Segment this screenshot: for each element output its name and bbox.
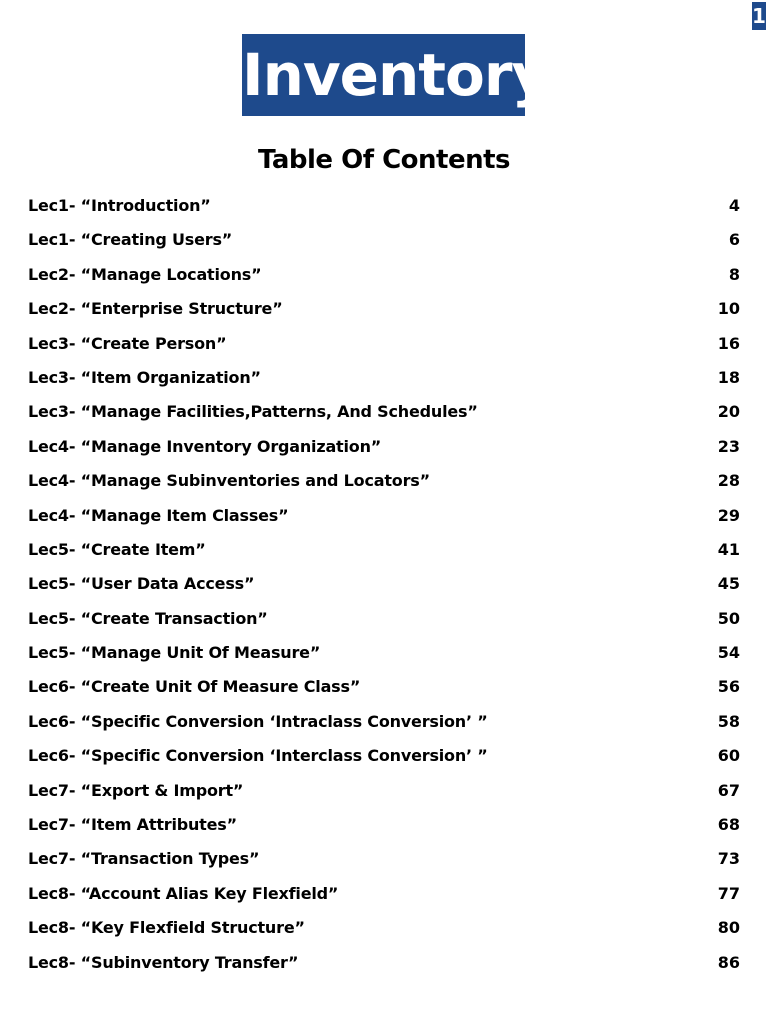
toc-entry-page: 45 [717,574,740,594]
toc-entry[interactable] [28,670,740,704]
toc-entry[interactable] [28,739,740,773]
toc-entry-page: 8 [728,264,740,284]
toc-entry[interactable] [28,842,740,876]
toc-entry-title: Lec4- “Manage Item Classes” [28,505,289,525]
toc-entry-title: Lec8- “Key Flexfield Structure” [28,918,305,938]
toc-entry-title: Lec5- “User Data Access” [28,574,255,594]
toc-entry-title: Lec4- “Manage Subinventories and Locators” [28,471,430,491]
toc-entry[interactable] [28,464,740,498]
toc-entry-title: Lec8- “Subinventory Transfer” [28,952,299,972]
page-number-badge: 1 [752,4,766,28]
toc-entry[interactable] [28,946,740,980]
toc-entry-page: 77 [717,883,740,903]
toc-entry[interactable] [28,499,740,533]
toc-entry-title: Lec5- “Create Transaction” [28,608,268,628]
toc-entry[interactable] [28,189,740,223]
toc-entry-page: 4 [728,196,740,215]
toc-entry[interactable] [28,774,740,808]
toc-entry-page: 73 [717,849,740,869]
toc-entry[interactable] [28,533,740,567]
table-of-contents [28,189,740,980]
toc-entry-page: 10 [717,299,740,319]
toc-entry-title: Lec3- “Manage Facilities,Patterns, And Schedules” [28,402,478,422]
toc-entry-page: 20 [717,402,740,422]
toc-entry-page: 56 [717,677,740,697]
toc-entry-title: Lec6- “Create Unit Of Measure Class” [28,677,361,697]
toc-entry-title: Lec3- “Item Organization” [28,367,261,387]
toc-entry[interactable] [28,911,740,945]
toc-entry-page: 54 [717,643,740,663]
toc-entry-page: 28 [717,471,740,491]
toc-entry-page: 68 [717,815,740,835]
toc-entry-title: Lec4- “Manage Inventory Organization” [28,436,382,456]
toc-entry[interactable] [28,258,740,292]
toc-entry-page: 23 [717,436,740,456]
toc-entry-page: 67 [717,780,740,800]
toc-entry-page: 60 [717,746,740,766]
toc-entry[interactable] [28,602,740,636]
toc-entry[interactable] [28,877,740,911]
toc-entry-title: Lec5- “Manage Unit Of Measure” [28,643,321,663]
toc-entry-page: 18 [717,367,740,387]
toc-entry[interactable] [28,808,740,842]
toc-entry[interactable] [28,292,740,326]
toc-entry-page: 6 [728,230,740,250]
toc-entry[interactable] [28,705,740,739]
toc-entry-title: Lec6- “Specific Conversion ‘Intraclass Conversion’ ” [28,711,488,731]
toc-entry-title: Lec2- “Manage Locations” [28,264,262,284]
toc-entry-title: Lec3- “Create Person” [28,333,227,353]
toc-heading: Table Of Contents [257,145,511,175]
toc-entry[interactable] [28,395,740,429]
toc-entry-title: Lec1- “Introduction” [28,196,211,215]
document-title: Inventory [242,34,525,116]
toc-entry-page: 29 [717,505,740,525]
toc-entry[interactable] [28,636,740,670]
toc-entry-page: 41 [717,539,740,559]
toc-entry-page: 58 [717,711,740,731]
toc-entry-page: 80 [717,918,740,938]
toc-entry-page: 86 [717,952,740,972]
toc-entry-page: 16 [717,333,740,353]
toc-entry-title: Lec7- “Item Attributes” [28,815,237,835]
toc-entry-title: Lec7- “Transaction Types” [28,849,260,869]
toc-entry[interactable] [28,567,740,601]
toc-entry-title: Lec1- “Creating Users” [28,230,233,250]
toc-entry-title: Lec5- “Create Item” [28,539,206,559]
toc-entry-title: Lec6- “Specific Conversion ‘Interclass Conversion’ ” [28,746,488,766]
toc-entry-title: Lec7- “Export & Import” [28,780,244,800]
toc-entry[interactable] [28,430,740,464]
toc-entry-page: 50 [717,608,740,628]
toc-entry-title: Lec8- “Account Alias Key Flexfield” [28,883,339,903]
toc-entry[interactable] [28,223,740,257]
toc-entry-title: Lec2- “Enterprise Structure” [28,299,283,319]
toc-entry[interactable] [28,327,740,361]
toc-entry[interactable] [28,361,740,395]
